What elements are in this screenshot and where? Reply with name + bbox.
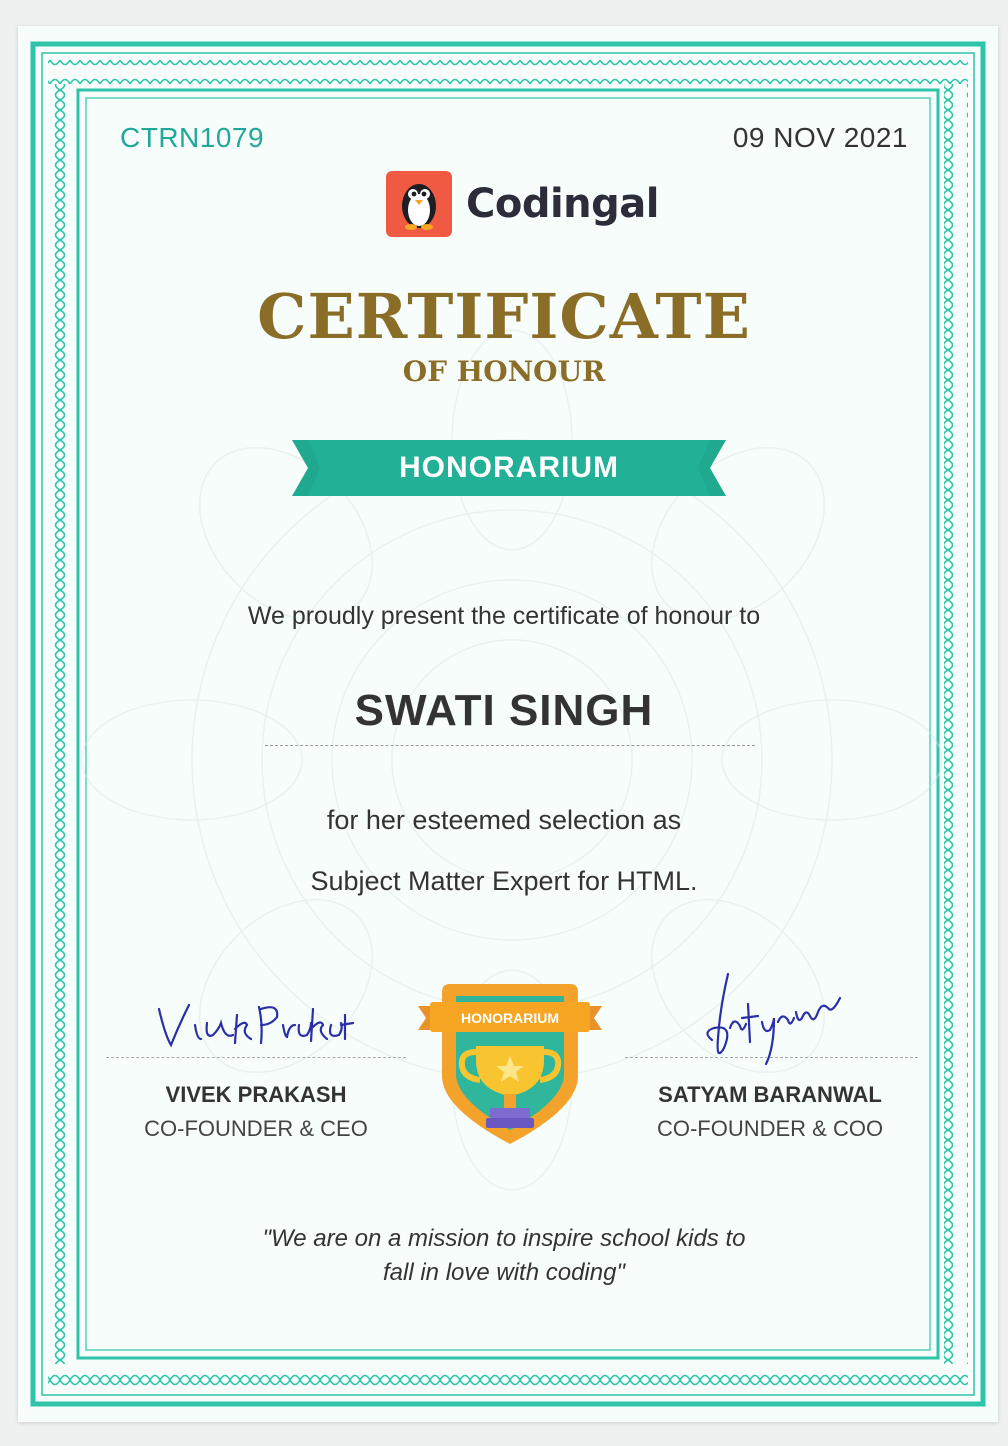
- certificate-title: CERTIFICATE: [257, 280, 751, 353]
- certificate-subtitle: OF HONOUR: [402, 355, 606, 388]
- quote-line-2: fall in love with coding": [383, 1259, 625, 1286]
- recipient-name: SWATI SINGH: [354, 686, 654, 735]
- badge-label: HONORARIUM: [461, 1010, 559, 1026]
- reason-line-1: for her esteemed selection as: [326, 805, 682, 835]
- recipient-underline: [265, 745, 755, 746]
- certificate-serial: CTRN1079: [120, 122, 265, 153]
- presentation-line: We proudly present the certificate of honour to: [247, 602, 761, 630]
- signature-line-left: [106, 1057, 406, 1058]
- penguin-logo-icon: [386, 171, 452, 237]
- quote-line-1: "We are on a mission to inspire school kids to: [262, 1225, 746, 1252]
- signature-satyam: [690, 968, 850, 1068]
- brand-logo: [386, 170, 659, 238]
- signatory-role-left: CO-FOUNDER & CEO: [144, 1116, 368, 1141]
- reason-line-2: Subject Matter Expert for HTML.: [310, 866, 698, 896]
- mission-quote: [0, 1222, 1008, 1290]
- signatory-name-right: SATYAM BARANWAL: [658, 1082, 882, 1107]
- certificate-date: 09 NOV 2021: [732, 122, 908, 153]
- signatory-name-left: VIVEK PRAKASH: [165, 1082, 347, 1107]
- signature-vivek-prakash: [155, 995, 355, 1055]
- brand-name: Codingal: [466, 181, 659, 227]
- signatory-role-right: CO-FOUNDER & COO: [656, 1116, 884, 1141]
- ribbon-label: HONORARIUM: [399, 451, 619, 484]
- signature-line-right: [625, 1057, 918, 1058]
- trophy-badge-icon: [414, 976, 606, 1148]
